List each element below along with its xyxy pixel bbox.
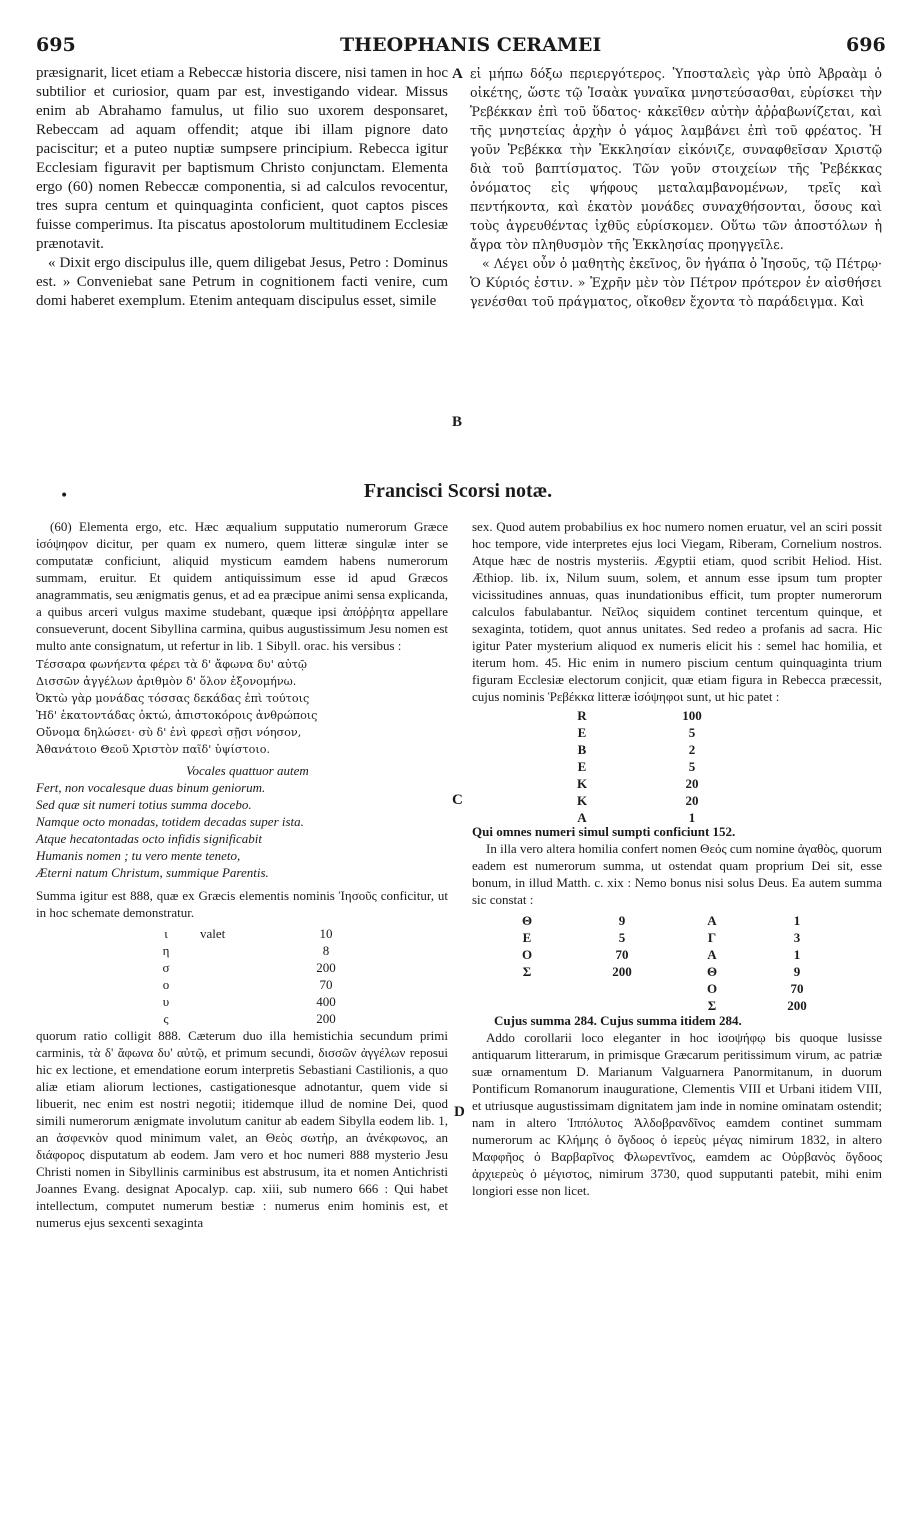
note-paragraph: (60) Elementa ergo, etc. Hæc æqualium supputatio numerorum Græce ἰσόψηφον dicitur, per quam ex numero, quem litteræ singulæ inter se computatæ conficiunt, aliquid mysticum eamdem habens numerorum summam, eruitur. Et quidem antiquissimum esse id apud Græcos anagrammatis, seu ænigmatis genus, et ad ea præcipue animi sensa explicanda, a quibus arceri vulgus maxime studebant, quæque ipsi ἀπόῤῥητα appellare consueverunt, docent Sibyllina carmina, quibus augustissimum Jesu nomen est multo ante consignatum, ut refertur in lib. 1 Sibyll. orac. his versibus : bbox=[36, 519, 448, 653]
latin-verse-line: Humanis nomen ; tu vero mente teneto, bbox=[36, 848, 241, 863]
greek-verse-line: Ἀθανάτοιο Θεοῦ Χριστὸν παῖδ' ὑψίστοιο. bbox=[36, 743, 271, 756]
table-row: A 1 bbox=[707, 947, 801, 962]
table-row: K 20 bbox=[576, 776, 699, 791]
table-row: η 8 bbox=[162, 943, 330, 958]
theos-agathos-scheme bbox=[472, 908, 882, 1012]
note-paragraph: In illa vero altera homilia confert nomen Θεός cum nomine ἀγαθὸς, quorum eadem est numerorum summa, ut ostendat quam proprium Dei sit, esse bonum, in illud Matth. c. xix : Nemo bonus nisi solus Deus. Ea autem summa sic constat : bbox=[472, 841, 882, 907]
greek-verse-line: Ὀκτὼ γὰρ μονάδας τόσσας δεκάδας ἐπὶ τούτοις bbox=[36, 692, 310, 705]
note-paragraph: Cujus summa 284. Cujus summa itidem 284. bbox=[494, 1013, 742, 1028]
greek-verse-line: Ἠδ' ἑκατοντάδας ὀκτώ, ἀπιστοκόροις ἀνθρώποις bbox=[36, 709, 318, 722]
note-paragraph: quorum ratio colligit 888. Cæterum duo illa hemistichia secundum primi carminis, τὰ δ' ἄφωνα δυ' αὐτῷ, et primum secundi, δισσῶν ἀγγέλων reposui hic ex lectione, et emendatione eorum interpretis Sebastiani Castilionis, a quo aliæ etiam aliorum lectiones, castigationesque adnotantur, quem vide si libuerit, nec enim est nostri negotii; itidemque illud de nomine Dei, quod simili numerorum ænigmate involutum canitur ab eadem Sibylla eodem lib. 1, an ἀσφενκὸν quod minimum valet, an Θεὸς σωτὴρ, an ἀνέκφωνος, an διάφορος disputatum ab eodem. Jam vero et hoc numeri 888 mysterio Jesu Christi nomen in Sibyllinis carminibus est abstrusum, ita et nomen Antichristi Joannes Evang. designat Apocalyp. cap. xiii, sub numero 666 : Qui habet intellectum, computet numerum bestiæ : numerus enim hominis est, et numerus ejus sexcenti sexaginta bbox=[36, 1028, 448, 1230]
table-row: ο 70 bbox=[162, 977, 333, 992]
notes-right-column bbox=[472, 518, 882, 1199]
greek-verse-line: Τέσσαρα φωνήεντα φέρει τὰ δ' ἄφωνα δυ' αὐτῷ bbox=[36, 658, 308, 671]
table-row: E 5 bbox=[522, 930, 626, 945]
table-row: σ 200 bbox=[162, 960, 336, 975]
latin-column-upper bbox=[36, 64, 448, 311]
running-title: THEOPHANIS CERAMEI bbox=[340, 34, 602, 56]
latin-verse-line: Sed quæ sit numeri totius summa docebo. bbox=[36, 797, 252, 812]
table-row: B 2 bbox=[577, 742, 696, 757]
table-row: O 70 bbox=[521, 947, 629, 962]
iesous-scheme bbox=[36, 923, 448, 1027]
margin-mark-d: D bbox=[454, 1104, 465, 1120]
note-paragraph: Qui omnes numeri simul sumpti conficiunt 152. bbox=[472, 824, 736, 839]
table-row: Σ 200 bbox=[522, 964, 632, 979]
iesous-table bbox=[136, 925, 376, 1027]
margin-mark-c: C bbox=[452, 792, 463, 808]
sibylline-latin-verses bbox=[36, 762, 448, 881]
table-row: E 5 bbox=[577, 725, 696, 740]
table-row: Σ 200 bbox=[707, 998, 807, 1013]
valet-label: valet bbox=[200, 926, 226, 941]
greek-verse-line: Οὔνομα δηλώσει· σὺ δ' ἐνὶ φρεσὶ σῇσι νόησον, bbox=[36, 726, 302, 739]
agathos-table bbox=[692, 912, 822, 1014]
rebecca-scheme bbox=[472, 705, 882, 823]
latin-paragraph: præsignarit, licet etiam a Rebeccæ historia discere, nisi tamen in hoc subtilior et curiosior, quam par est, investigando videar. Missus enim ab Abrahamo famulus, ut filio suo uxorem desponsaret, Rebeccam ad aquam offendit; atque ibi illam pignore dato paciscitur; et a puteo nuptiæ sumpsere principium. Rebecca igitur Ecclesiam figuravit per baptismum Christo conjunctam. Elementa ergo (60) nomen Rebeccæ componentia, si ad calculos revocentur, tres supra centum et quinquaginta conficient, quot captos pisces fuisse comperimus. Ita piscatus apostolorum multitudinem Ecclesiæ prænotavit. bbox=[36, 65, 448, 252]
table-row: A 1 bbox=[577, 810, 696, 825]
table-row: ς 200 bbox=[163, 1011, 336, 1026]
right-page-number: 696 bbox=[846, 34, 886, 56]
greek-verse-line: Δισσῶν ἀγγέλων ἀριθμὸν δ' ὅλον ἐξονομήνω. bbox=[36, 675, 297, 688]
margin-mark-a: A bbox=[452, 66, 463, 82]
latin-paragraph: « Dixit ergo discipulus ille, quem diligebat Jesus, Petro : Dominus est. » Conveniebat sane Petrum in cognitionem facti venire, cum domi haberet exemplum. Etenim antequam discipulus esset, simile bbox=[36, 255, 448, 309]
note-paragraph: sex. Quod autem probabilius ex hoc numero nomen eruatur, vel an sciri possit hoc tempore, vide interpretes ejus loci Viegam, Riberam, Cornelium nostros. Atque hæc de nostris mysteriis. Ægyptii etiam, quod scribit Heliod. Hist. Æthiop. lib. ix, Nilum suum, solem, et annum esse ipsum tum propter vicissitudines annuas, quas inundationibus efficit, tum propter numerorum calculos fabulabantur. Νεῖλος siquidem continet tercentum quinque, et sexaginta, totidem, quot annus unitates. Sed redeo a profanis ad sacra. Hic igitur Pater mysterium aliquod ex numeris elicit his : semel hac homilia, et iterum hom. 45. Hic enim in numero piscium centum quinquaginta trium figuram Ecclesiæ electorum conjicit, quæ etiam figura in Rebecca præcessit, cujus nominis Ῥεβέκκα litteræ ἰσόψηφοι sunt, ut hic patet : bbox=[472, 519, 882, 704]
latin-verse-line: Vocales quattuor autem bbox=[186, 763, 309, 778]
table-row: K 20 bbox=[576, 793, 699, 808]
table-row: ι 10 bbox=[164, 926, 333, 941]
greek-paragraph: εἰ μήπω δόξω περιεργότερος. Ὑποσταλεὶς γὰρ ὑπὸ Ἀβραὰμ ὁ οἰκέτης, ὥστε τῷ Ἰσαὰκ γυναῖκα μνηστεύσασθαι, εὑρίσκει τὴν Ῥεβέκκαν ἐπὶ τοῦ ὕδατος· κἀκεῖθεν αὐτὴν ἀῤῥαβωνίζεται, καὶ τῆς μνηστείας ἀρχὴν ὁ γάμος λαμβάνει ἐπὶ τοῦ φρέατος. Ἡ γοῦν Ῥεβέκκα τὴν Ἐκκλησίαν εἰκόνιζε, συναφθεῖσαν Χριστῷ διὰ τοῦ βαπτίσματος. Τῶν γοῦν στοιχείων τῆς Ῥεβέκκας ὀνόματος εἰς ψήφους μεταλαμβανομένων, τρεῖς καὶ πεντήκοντα, καὶ ἑκατὸν μονάδες συναχθήσονται, ὅσους καὶ τοὺς ἀγρευθέντας ἰχθῦς εὑρίσκομεν. Οὕτω τῶν ἀποστόλων ἡ ἄγρα τὸν πληθυσμὸν τῆς Ἐκκλησίας προηγγεῖλε. bbox=[470, 66, 882, 252]
notes-section-title: Francisci Scorsi notæ. bbox=[363, 480, 553, 502]
greek-paragraph: « Λέγει οὖν ὁ μαθητὴς ἐκεῖνος, ὃν ἠγάπα ὁ Ἰησοῦς, τῷ Πέτρῳ· Ὁ Κύριός ἐστιν. » Ἐχρῆν μὲν τὸν Πέτρον πρότερον ἐν αἰσθήσει γενέσθαι τοῦ πράγματος, οἴκοθεν ἔχοντα τὸ παράδειγμα. Καὶ bbox=[470, 256, 882, 309]
notes-left-column bbox=[36, 518, 448, 1231]
bullet-mark: • bbox=[60, 488, 69, 504]
latin-verse-line: Namque octo monadas, totidem decadas super ista. bbox=[36, 814, 304, 829]
greek-column-upper bbox=[470, 64, 882, 311]
table-row: υ 400 bbox=[162, 994, 336, 1009]
left-page-number: 695 bbox=[36, 34, 76, 56]
table-row: Θ 9 bbox=[706, 964, 801, 979]
note-paragraph: Addo corollarii loco eleganter in hoc ἰσοψήφῳ bis quoque lusisse antiquarum litterarum, in primisque Græcarum peritissimum virum, ac patriæ suæ ornamentum D. Marianum Valguarnera Panormitanum, in duorum Pontificum Romanorum inauguratione, Clementis VIII et Urbani itidem VIII, et utriusque augustissimam dignitatem jam inde in nomine ominatam ostendit; nam in altero Ἱππόλυτος Ἀλδοβρανδῖνος eamdem continet summam numerorum ac Κλήμης ὁ ὄγδοος ὁ ἱερεὺς μέγας nimirum 1832, in altero Μαφφῆος ὁ Βαρβαρῖνος Φλωρεντῖνος, eamdem ac Οὐρβανὸς ὄγδοος ἀρχιερεὺς ὁ μέγιστος, nimirum 3730, quod supputanti patebit, mihi enim longiori esse non licet. bbox=[472, 1030, 882, 1198]
table-row: E 5 bbox=[577, 759, 696, 774]
table-row: O 70 bbox=[706, 981, 804, 996]
sibylline-greek-verses bbox=[36, 656, 448, 758]
latin-verse-line: Fert, non vocalesque duas binum geniorum. bbox=[36, 780, 266, 795]
latin-verse-line: Æterni natum Christum, summique Parentis. bbox=[36, 865, 269, 880]
theos-table bbox=[502, 912, 652, 980]
margin-mark-b: B bbox=[452, 414, 463, 430]
table-row: R 100 bbox=[577, 708, 702, 723]
table-row: Γ 3 bbox=[707, 930, 801, 945]
table-row: Θ 9 bbox=[521, 913, 626, 928]
note-paragraph: Summa igitur est 888, quæ ex Græcis elementis nominis Ἰησοῦς conficitur, ut in hoc schemate demonstratur. bbox=[36, 888, 448, 920]
rebecca-table bbox=[552, 707, 722, 826]
table-row: A 1 bbox=[707, 913, 801, 928]
latin-verse-line: Atque hecatontadas octo infidis significabit bbox=[36, 831, 263, 846]
